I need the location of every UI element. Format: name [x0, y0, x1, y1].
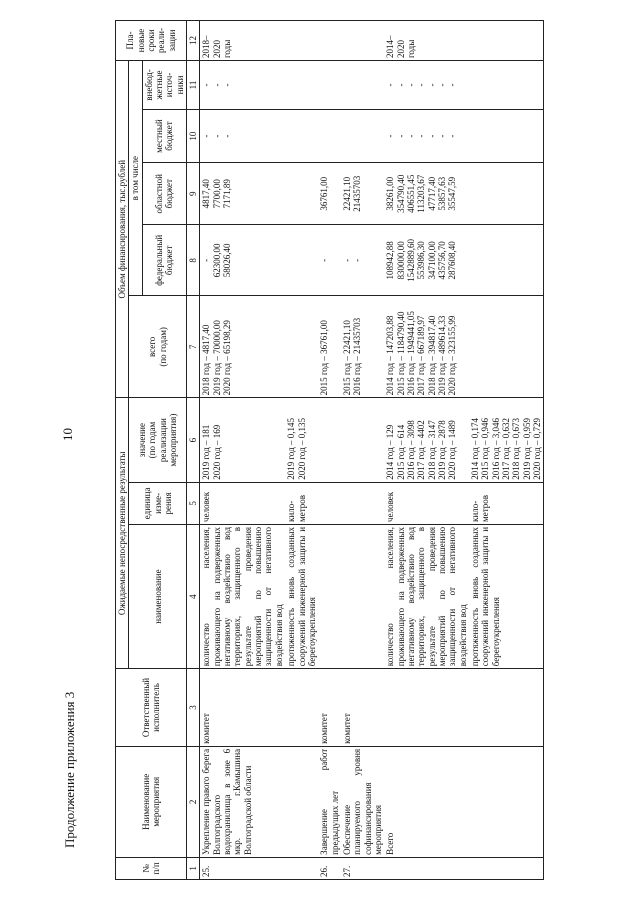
- row-value: 2019 год – 0,145 2020 год – 0,135: [285, 398, 318, 482]
- row-local: [285, 109, 318, 162]
- row-local: [341, 109, 384, 162]
- col-number: 3: [187, 669, 200, 747]
- header-terms: Пла- новые сроки реали- зации: [116, 21, 187, 61]
- row-indicator: количество населения, проживающего на подверженных негативному воздействию вод территориях, защищенного в результате проведения мероприятий по повышению защищенности от негативного воздействия вод: [384, 524, 469, 668]
- header-total: всего (по годам): [129, 296, 187, 398]
- row-terms: 2014– 2020 годы: [384, 21, 469, 61]
- row-total: [285, 296, 318, 398]
- row-name: Всего: [384, 746, 469, 857]
- row-federal: - 62300,00 58026,40: [200, 225, 285, 296]
- row-terms: 2018– 2020 годы: [200, 21, 285, 61]
- row-num: 27.: [341, 857, 384, 879]
- header-value: значение (по годам реализации мероприятия): [129, 398, 187, 482]
- row-regional: [285, 163, 318, 225]
- col-number: 6: [187, 398, 200, 482]
- row-unit: кило- метров: [285, 482, 318, 524]
- col-number: 12: [187, 21, 200, 61]
- col-number: 7: [187, 296, 200, 398]
- header-including: в том числе: [129, 61, 142, 296]
- table-row-total: [384, 21, 469, 880]
- column-number-row: [187, 21, 200, 880]
- row-value: [341, 398, 384, 482]
- header-federal: федеральный бюджет: [142, 225, 186, 296]
- row-indicator: [318, 524, 341, 668]
- row-num: 26.: [318, 857, 341, 879]
- col-number: 9: [187, 163, 200, 225]
- row-extra: - - -: [200, 61, 285, 110]
- row-executor: комитет: [318, 669, 341, 747]
- funding-table: [115, 20, 544, 880]
- row-total: 2014 год – 147203,88 2015 год – 1184790,40 2016 год – 1949441,05 2017 год – 667189,97 2018 год – 394817,40 2019 год – 489614,33 2020 год – 323155,99: [384, 296, 469, 398]
- row-executor: [384, 669, 469, 747]
- row-indicator: количество населения, проживающего на подверженных негативному воздействию вод территориях, защищенного в результате проведения мероприятий по повышению защищенности от негативного воздействия вод: [200, 524, 285, 668]
- col-number: 4: [187, 524, 200, 668]
- row-indicator: протяженность вновь созданных сооружений инженерной защиты и берегоукрепления: [469, 524, 544, 668]
- table-row: [469, 21, 544, 880]
- row-unit: кило- метров: [469, 482, 544, 524]
- header-funding: Объем финансирования, тыс.рублей: [116, 61, 129, 398]
- header-expected-results: Ожидаемые непосредственные результаты: [116, 398, 129, 669]
- header-indicator: наименование: [129, 524, 187, 668]
- table-row: [200, 21, 285, 880]
- row-federal: [469, 225, 544, 296]
- row-total: 2015 год – 36761,00: [318, 296, 341, 398]
- row-federal: -: [318, 225, 341, 296]
- row-value: 2019 год – 181 2020 год – 169: [200, 398, 285, 482]
- table-row: [341, 21, 384, 880]
- row-regional: 38261,00 354790,40 406551,45 113203,67 47717,40 53857,63 35547,59: [384, 163, 469, 225]
- row-unit: человек: [384, 482, 469, 524]
- col-number: 5: [187, 482, 200, 524]
- header-name: Наименование мероприятия: [116, 746, 187, 857]
- col-number: 1: [187, 857, 200, 879]
- row-indicator: [341, 524, 384, 668]
- row-terms: [318, 21, 341, 61]
- continuation-caption: Продолжение приложения 3: [62, 691, 77, 848]
- row-terms: [285, 21, 318, 61]
- row-num: [469, 857, 544, 879]
- header-regional: областной бюджет: [142, 163, 186, 225]
- row-unit: [341, 482, 384, 524]
- row-executor: комитет: [341, 669, 384, 747]
- page-number: 10: [60, 428, 75, 441]
- row-unit: [318, 482, 341, 524]
- row-federal: 108942,88 830000,00 1542889,60 553986,30 347100,00 435756,70 287608,40: [384, 225, 469, 296]
- rotated-table-sheet: [115, 20, 620, 880]
- row-regional: 36761,00: [318, 163, 341, 225]
- table-row: [318, 21, 341, 880]
- row-extra: [285, 61, 318, 110]
- row-local: [318, 109, 341, 162]
- row-unit: человек: [200, 482, 285, 524]
- row-value: 2014 год – 0,174 2015 год – 0,946 2016 год – 3,046 2017 год – 0,632 2018 год – 0,673 2019 год – 0,959 2020 год – 0,729: [469, 398, 544, 482]
- row-num: [384, 857, 469, 879]
- row-terms: [469, 21, 544, 61]
- table-row: [285, 21, 318, 880]
- header-extra: внебюд- жетные источ- ники: [142, 61, 186, 110]
- row-executor: [285, 669, 318, 747]
- row-extra: - - - - - - -: [384, 61, 469, 110]
- header-local: местный бюджет: [142, 109, 186, 162]
- header-executor: Ответственный исполнитель: [116, 669, 187, 747]
- row-indicator: протяженность вновь созданных сооружений инженерной защиты и берегоукрепления: [285, 524, 318, 668]
- header-unit: единица изме- рения: [129, 482, 187, 524]
- row-num: 25.: [200, 857, 285, 879]
- row-name: [285, 746, 318, 857]
- row-extra: [469, 61, 544, 110]
- row-value: [318, 398, 341, 482]
- row-terms: [341, 21, 384, 61]
- row-total: 2015 год – 22421,10 2016 год – 21435703: [341, 296, 384, 398]
- row-extra: [318, 61, 341, 110]
- row-total: 2018 год – 4817,40 2019 год – 70000,00 2020 год – 65198,29: [200, 296, 285, 398]
- row-total: [469, 296, 544, 398]
- row-name: [469, 746, 544, 857]
- row-executor: [469, 669, 544, 747]
- row-federal: - -: [341, 225, 384, 296]
- row-regional: 22421,10 21435703: [341, 163, 384, 225]
- row-name: Завершение работ предыдущих лет: [318, 746, 341, 857]
- header-num: № п/п: [116, 857, 187, 879]
- row-num: [285, 857, 318, 879]
- row-local: - - -: [200, 109, 285, 162]
- row-value: 2014 год – 129 2015 год – 614 2016 год – 3098 2017 год – 4402 2018 год – 3147 2019 год – 2878 2020 год – 1489: [384, 398, 469, 482]
- row-regional: 4817,40 7700,00 7171,89: [200, 163, 285, 225]
- col-number: 10: [187, 109, 200, 162]
- row-executor: комитет: [200, 669, 285, 747]
- row-local: - - - - - - -: [384, 109, 469, 162]
- row-local: [469, 109, 544, 162]
- row-regional: [469, 163, 544, 225]
- row-name: Обеспечение планируемого уровня софинансирования мероприятия: [341, 746, 384, 857]
- col-number: 8: [187, 225, 200, 296]
- col-number: 2: [187, 746, 200, 857]
- col-number: 11: [187, 61, 200, 110]
- row-federal: [285, 225, 318, 296]
- row-name: Укрепление правого берега Волгоградского водохранилища в зоне 6 мкр. г.Камышина Волгоградской области: [200, 746, 285, 857]
- row-extra: [341, 61, 384, 110]
